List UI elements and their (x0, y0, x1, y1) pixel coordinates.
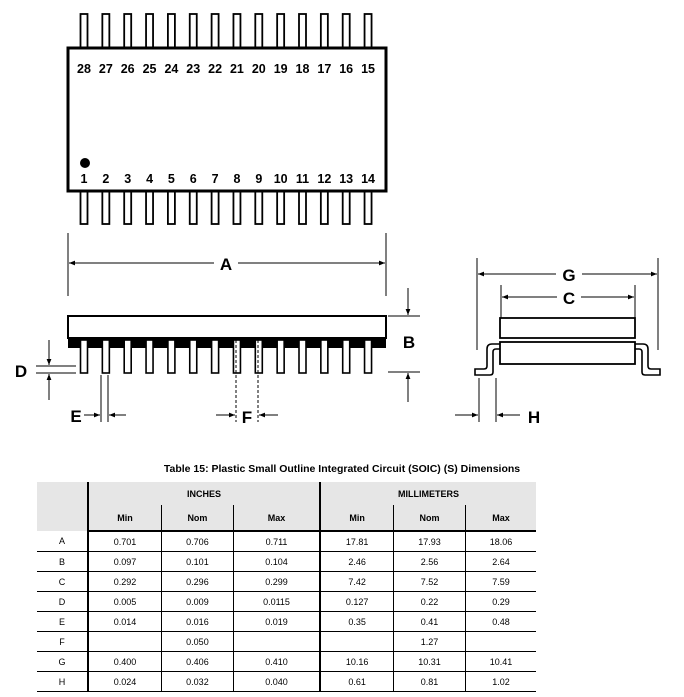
table-cell: 17.81 (320, 531, 393, 552)
sub-header-in-max: Max (233, 505, 320, 531)
side-lead (233, 340, 240, 373)
table-cell: 0.016 (161, 612, 233, 632)
pin-number-top: 26 (120, 62, 135, 76)
table-cell: 0.127 (320, 592, 393, 612)
table-cell (466, 632, 536, 652)
row-label: F (37, 632, 88, 652)
pin-number-top: 23 (186, 62, 201, 76)
bottom-pin (255, 190, 262, 224)
table-cell: 0.050 (161, 632, 233, 652)
dim-label-c: C (562, 289, 576, 308)
sub-header-mm-max: Max (466, 505, 536, 531)
table-cell: 0.711 (233, 531, 320, 552)
side-lead (321, 340, 328, 373)
side-lead (299, 340, 306, 373)
bottom-pin (81, 190, 88, 224)
dim-label-g: G (562, 266, 576, 285)
pin-number-top: 16 (339, 62, 354, 76)
table-cell: 17.93 (394, 531, 466, 552)
table-row (37, 552, 536, 572)
table-cell: 7.42 (320, 572, 393, 592)
bottom-pin (212, 190, 219, 224)
side-lead (212, 340, 219, 373)
top-pin (299, 14, 306, 49)
table-cell: 0.48 (466, 612, 536, 632)
sub-header-in-min: Min (88, 505, 161, 531)
row-label: E (37, 612, 88, 632)
table-cell: 0.101 (161, 552, 233, 572)
pin-number-bottom: 6 (189, 172, 197, 186)
side-lead (124, 340, 131, 373)
table-cell: 0.706 (161, 531, 233, 552)
table-cell: 10.41 (466, 652, 536, 672)
package-body-end-view (500, 318, 635, 338)
pin-number-bottom: 14 (361, 172, 376, 186)
top-pin (190, 14, 197, 49)
pin-number-bottom: 12 (317, 172, 332, 186)
row-label: H (37, 672, 88, 692)
dim-label-a: A (219, 255, 233, 274)
table-row (37, 531, 536, 552)
table-cell: 0.35 (320, 612, 393, 632)
bottom-pin (233, 190, 240, 224)
bottom-pin (365, 190, 372, 224)
group-header-millimeters: MILLIMETERS (320, 482, 536, 505)
pin-number-bottom: 3 (124, 172, 132, 186)
pin-number-bottom: 9 (255, 172, 263, 186)
side-lead (81, 340, 88, 373)
row-label: G (37, 652, 88, 672)
table-cell: 0.009 (161, 592, 233, 612)
dimensions-table (37, 482, 536, 692)
table-cell: 7.59 (466, 572, 536, 592)
row-label: B (37, 552, 88, 572)
table-cell: 0.81 (394, 672, 466, 692)
table-cell: 0.29 (466, 592, 536, 612)
bottom-pin (343, 190, 350, 224)
bottom-pin (168, 190, 175, 224)
side-lead (255, 340, 262, 373)
package-lower-end-view (500, 342, 635, 364)
side-lead (146, 340, 153, 373)
pin-number-top: 19 (273, 62, 288, 76)
table-cell: 2.46 (320, 552, 393, 572)
package-base-band (68, 338, 386, 348)
bottom-pin (277, 190, 284, 224)
top-pin (233, 14, 240, 49)
table-cell: 0.032 (161, 672, 233, 692)
table-cell: 2.56 (394, 552, 466, 572)
top-view (68, 14, 386, 224)
pin-number-bottom: 10 (273, 172, 288, 186)
top-pin (124, 14, 131, 49)
row-label: A (37, 531, 88, 552)
table-row (37, 592, 536, 612)
table-cell: 0.400 (88, 652, 161, 672)
pin-number-top: 24 (164, 62, 179, 76)
top-pin (365, 14, 372, 49)
top-pin (255, 14, 262, 49)
table-row (37, 632, 536, 652)
pin-number-top: 18 (295, 62, 310, 76)
table-cell: 18.06 (466, 531, 536, 552)
table-row (37, 672, 536, 692)
table-cell: 0.097 (88, 552, 161, 572)
bottom-pin (124, 190, 131, 224)
bottom-pin (146, 190, 153, 224)
table-cell: 0.104 (233, 552, 320, 572)
dim-label-b: B (402, 333, 416, 352)
pin-number-top: 21 (229, 62, 244, 76)
top-pin (212, 14, 219, 49)
table-cell: 10.31 (394, 652, 466, 672)
pin-number-top: 25 (142, 62, 157, 76)
table-cell: 1.27 (394, 632, 466, 652)
end-view-lead-left (475, 344, 500, 375)
dim-label-e: E (70, 407, 82, 426)
top-pin (81, 14, 88, 49)
table-cell: 0.005 (88, 592, 161, 612)
side-lead (365, 340, 372, 373)
table-cell: 0.024 (88, 672, 161, 692)
table-cell: 0.0115 (233, 592, 320, 612)
top-pin (168, 14, 175, 49)
pin-number-bottom: 4 (146, 172, 154, 186)
table-cell (233, 632, 320, 652)
table-cell: 0.61 (320, 672, 393, 692)
side-lead (343, 340, 350, 373)
top-pin (102, 14, 109, 49)
pin-number-bottom: 11 (295, 172, 310, 186)
table-corner-cell (37, 482, 88, 531)
group-header-inches: INCHES (88, 482, 320, 505)
table-cell: 0.040 (233, 672, 320, 692)
table-cell: 10.16 (320, 652, 393, 672)
side-lead (102, 340, 109, 373)
table-cell: 0.296 (161, 572, 233, 592)
bottom-pin (102, 190, 109, 224)
pin-number-bottom: 8 (233, 172, 241, 186)
dim-label-h: H (527, 408, 541, 427)
end-view-lead-right (635, 344, 660, 375)
table-cell: 0.014 (88, 612, 161, 632)
pin-number-top: 20 (251, 62, 266, 76)
table-cell: 0.019 (233, 612, 320, 632)
pin-number-bottom: 2 (102, 172, 110, 186)
pin-number-bottom: 7 (211, 172, 219, 186)
sub-header-mm-min: Min (320, 505, 393, 531)
table-cell (88, 632, 161, 652)
end-view (455, 258, 660, 427)
pin-number-bottom: 5 (167, 172, 175, 186)
table-row (37, 652, 536, 672)
top-pin (321, 14, 328, 49)
table-cell: 0.701 (88, 531, 161, 552)
side-lead (168, 340, 175, 373)
table-cell: 0.292 (88, 572, 161, 592)
row-label: D (37, 592, 88, 612)
table-title: Table 15: Plastic Small Outline Integrated Circuit (SOIC) (S) Dimensions (163, 463, 521, 475)
pin1-indicator-dot (80, 158, 90, 168)
pin-number-top: 27 (98, 62, 113, 76)
table-cell: 0.410 (233, 652, 320, 672)
table-cell: 0.406 (161, 652, 233, 672)
bottom-pin (299, 190, 306, 224)
row-label: C (37, 572, 88, 592)
dim-label-f: F (241, 408, 253, 427)
pin-number-bottom: 1 (80, 172, 88, 186)
table-cell (320, 632, 393, 652)
side-lead (277, 340, 284, 373)
top-pin (343, 14, 350, 49)
pin-number-top: 28 (77, 62, 91, 76)
table-cell: 7.52 (394, 572, 466, 592)
table-cell: 0.22 (394, 592, 466, 612)
side-lead (190, 340, 197, 373)
sub-header-mm-nom: Nom (394, 505, 466, 531)
table-cell: 1.02 (466, 672, 536, 692)
sub-header-in-nom: Nom (161, 505, 233, 531)
table-cell: 0.41 (394, 612, 466, 632)
pin-number-top: 15 (361, 62, 376, 76)
pin-number-top: 17 (317, 62, 332, 76)
side-view (15, 233, 420, 427)
pin-number-top: 22 (208, 62, 223, 76)
table-cell: 2.64 (466, 552, 536, 572)
top-pin (277, 14, 284, 49)
bottom-pin (321, 190, 328, 224)
table-row (37, 612, 536, 632)
top-pin (146, 14, 153, 49)
pin-number-bottom: 13 (339, 172, 354, 186)
table-cell: 0.299 (233, 572, 320, 592)
table-row (37, 572, 536, 592)
bottom-pin (190, 190, 197, 224)
dim-label-d: D (14, 362, 28, 381)
package-body-side-view (68, 316, 386, 338)
